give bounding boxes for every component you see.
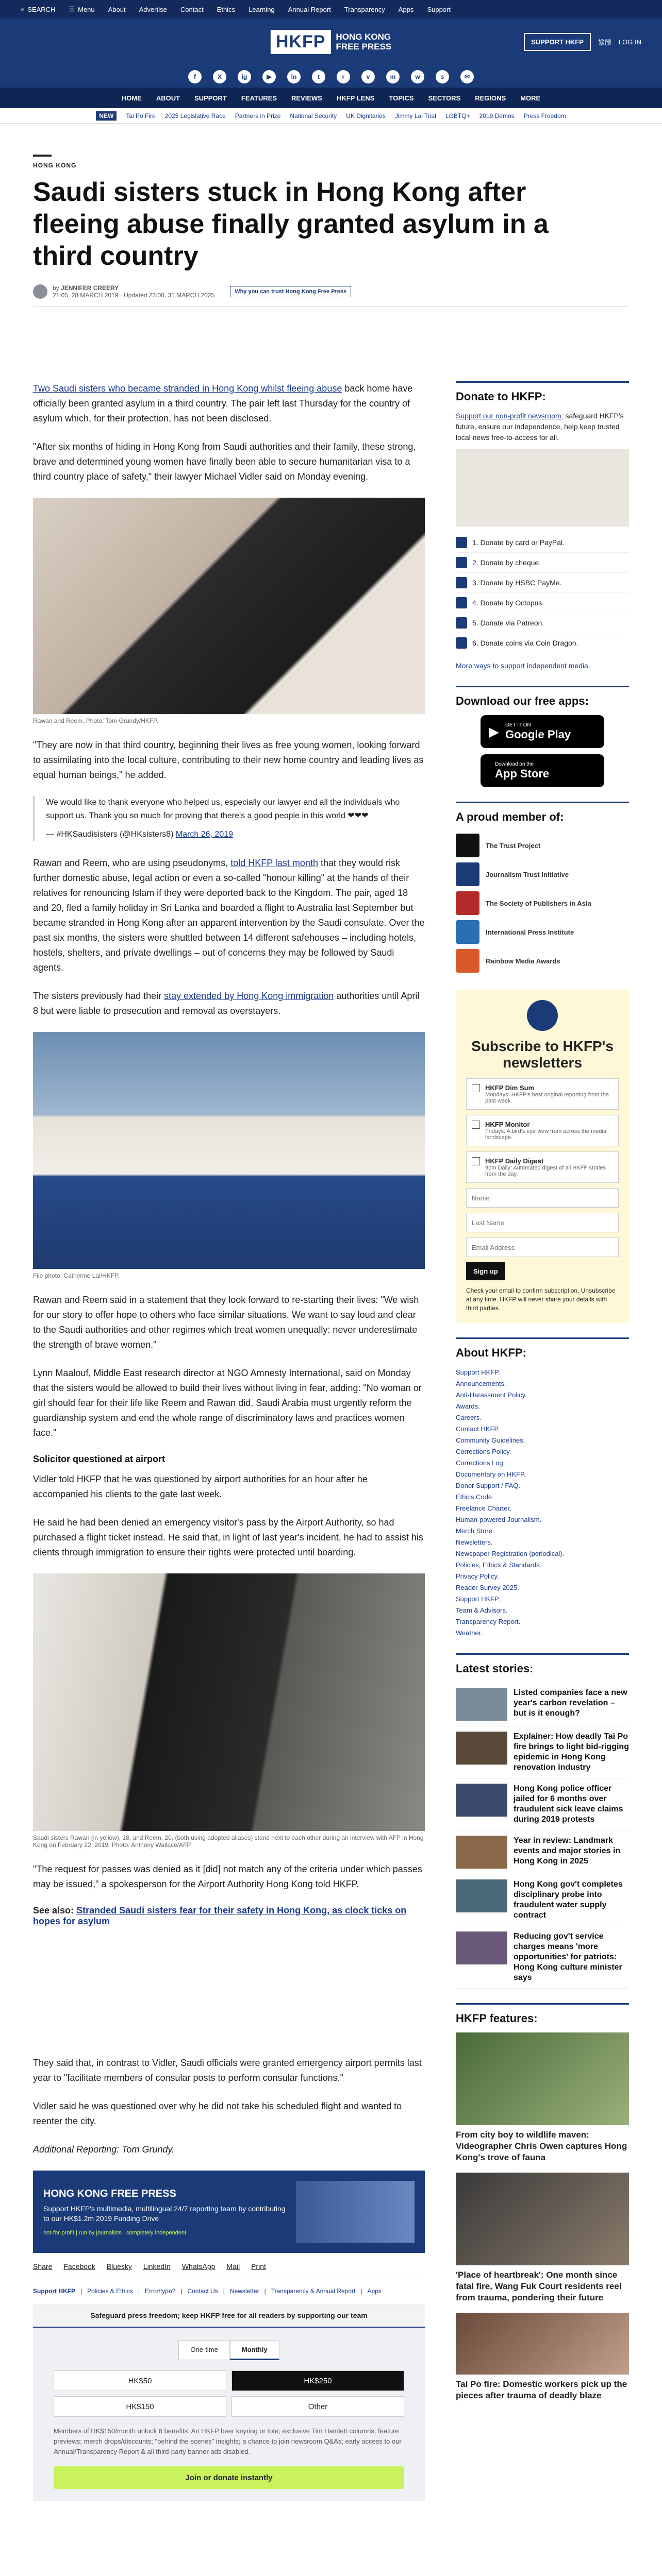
about-link[interactable]: Awards.	[456, 1402, 480, 1410]
topbar-link-support[interactable]: Support	[427, 5, 451, 13]
sopa-logo	[456, 891, 479, 915]
article-header	[33, 155, 629, 307]
payme-icon	[456, 577, 467, 588]
about-link[interactable]: Documentary on HKFP.	[456, 1470, 526, 1478]
story-item[interactable]: Hong Kong police officer jailed for 6 months over fraudulent sick leave claims during 2019 protests	[456, 1778, 629, 1831]
mastodon-icon[interactable]: m	[386, 70, 400, 83]
footer-link[interactable]: Support HKFP	[33, 2287, 75, 2295]
checkbox[interactable]	[472, 1157, 480, 1165]
signal-icon[interactable]: s	[436, 70, 449, 83]
story-thumbnail	[456, 1688, 507, 1721]
feature-item[interactable]: Tai Po fire: Domestic workers pick up the pieces after trauma of deadly blaze	[456, 2313, 629, 2401]
paragraph: Lynn Maalouf, Middle East research director at NGO Amnesty International, said on Monday that the sisters would be allowed to build their lives without living in fear, adding: "No woman or girl should fear for their life like Reem and Rawan did. Saudi Arabia must urgently reform the guardianship system and end the whole range of discriminatory laws and practices women face."	[33, 1368, 422, 1438]
about-link[interactable]: Team & Advisors.	[456, 1606, 508, 1614]
topbar-link-annual-report[interactable]: Annual Report	[288, 5, 331, 13]
publish-date: 21:05, 28 MARCH 2019	[53, 292, 119, 299]
story-thumbnail	[456, 1931, 507, 1964]
footer-link[interactable]: Policies & Ethics	[87, 2287, 133, 2295]
search-button[interactable]: ⌕ SEARCH	[21, 5, 56, 13]
inline-link[interactable]: Two Saudi sisters who became stranded in Hong Kong whilst fleeing abuse	[33, 383, 342, 394]
about-link[interactable]: Anti-Harassment Policy.	[456, 1391, 527, 1399]
donate-method[interactable]: 3. Donate by HSBC PayMe.	[456, 573, 629, 593]
about-link[interactable]: Human-powered Journalism.	[456, 1516, 542, 1523]
feature-item[interactable]: 'Place of heartbreak': One month since fatal fire, Wang Fuk Court residents reel from trauma, pondering their future	[456, 2173, 629, 2303]
freq-monthly[interactable]: Monthly	[230, 2340, 279, 2360]
linkedin-icon[interactable]: in	[287, 70, 301, 83]
trending-bar	[0, 108, 662, 124]
share-bluesky[interactable]: Bluesky	[106, 2262, 132, 2270]
patreon-icon	[456, 617, 467, 629]
latest-box	[456, 1653, 629, 1989]
amount-grid	[54, 2370, 404, 2417]
story-item[interactable]: Explainer: How deadly Tai Po fire brings to light bid-rigging epidemic in Hong Kong renovation industry	[456, 1726, 629, 1778]
amount-option[interactable]: Other	[231, 2396, 404, 2417]
trending-item[interactable]: 2025 Legislative Race	[164, 112, 226, 120]
about-link[interactable]: Weather.	[456, 1629, 483, 1637]
newsletter-title: Subscribe to HKFP's newsletters	[471, 1038, 614, 1071]
cheque-icon	[456, 557, 467, 568]
nav-regions[interactable]: REGIONS	[475, 94, 506, 102]
embedded-tweet	[33, 796, 425, 841]
donate-widget	[33, 2328, 425, 2501]
tweet-source: — #HKSaudisisters (@HKsisters8)	[46, 830, 174, 839]
donate-method[interactable]: 4. Donate by Octopus.	[456, 593, 629, 613]
features-box	[456, 2003, 629, 2401]
kicker-rule	[33, 155, 52, 157]
subheading: Solicitor questioned at airport	[33, 1454, 166, 1464]
about-link[interactable]: Reader Survey 2025.	[456, 1584, 519, 1591]
social-bar	[0, 65, 662, 88]
story-item[interactable]: Reducing gov't service charges means 'more opportunities' for patriots: Hong Kong culture minister says	[456, 1926, 629, 1989]
ad-slot	[33, 1942, 425, 2056]
coin-dragon-icon	[456, 637, 467, 649]
about-link[interactable]: Community Guidelines.	[456, 1436, 525, 1444]
story-thumbnail	[456, 1784, 507, 1817]
image-caption: File photo: Catherine Lai/HKFP.	[33, 1272, 120, 1279]
donate-method[interactable]: 2. Donate by cheque.	[456, 553, 629, 573]
funding-drive-banner[interactable]: HONG KONG FREE PRESS Support HKFP's multimedia, multilingual 24/7 reporting team by contributing to our HK$1.2m 2019 Funding Drive not-for-profit | run by journalists | completely independent	[33, 2171, 425, 2253]
signup-button[interactable]: Sign up	[466, 1262, 505, 1280]
newsletter-option[interactable]: HKFP Dim Sum Mondays: HKFP's best original reporting from the past week.	[466, 1078, 619, 1110]
trending-item[interactable]: LGBTQ+	[445, 112, 470, 120]
footer-link[interactable]: Apps	[367, 2287, 382, 2295]
image-caption: Rawan and Reem. Photo: Tom Grundy/HKFP.	[33, 717, 159, 724]
trending-item[interactable]: National Security	[290, 112, 337, 120]
article-headline: Saudi sisters stuck in Hong Kong after fleeing abuse finally granted asylum in a third country	[33, 177, 549, 271]
nav-topics[interactable]: TOPICS	[389, 94, 414, 102]
topbar-link-learning[interactable]: Learning	[249, 5, 275, 13]
byline: by JENNIFER CREERY 21:05, 28 MARCH 2019 · Updated 23:00, 31 MARCH 2025 Why you can trust Hong Kong Free Press	[33, 284, 629, 307]
trending-item[interactable]: Press Freedom	[523, 112, 566, 120]
latest-title: Latest stories:	[456, 1662, 534, 1675]
rainbow-logo	[456, 949, 479, 973]
image-caption: Saudi sisters Rawan (in yellow), 18, and Reem, 20, (both using adopted aliases) stand next to each other during an interview with AFP in Hong Kong on February 22, 2019. Photo: Anthony Wallace/AFP.	[33, 1834, 424, 1849]
nav-home[interactable]: HOME	[121, 94, 142, 102]
paragraph: Vidler said he was questioned over why he did not take his scheduled flight and wanted to reenter the city.	[33, 2101, 402, 2126]
donate-illustration	[456, 449, 629, 527]
instagram-icon[interactable]: ig	[238, 70, 251, 83]
about-link[interactable]: Policies, Ethics & Standards.	[456, 1561, 542, 1569]
story-item[interactable]: Listed companies face a new year's carbon revelation – but is it enough?	[456, 1683, 629, 1726]
donate-title: Donate to HKFP:	[456, 390, 546, 403]
join-button[interactable]: Join or donate instantly	[54, 2466, 404, 2489]
member-logo[interactable]: Rainbow Media Awards	[456, 946, 629, 975]
about-link[interactable]: Support HKFP.	[456, 1595, 500, 1603]
nav-sectors[interactable]: SECTORS	[428, 94, 461, 102]
share-mail[interactable]: Mail	[226, 2262, 240, 2270]
about-box	[456, 1337, 629, 1639]
paragraph: He said he had been denied an emergency visitor's pass by the Airport Authority, so had purchased a flight ticket instead. He said that, in light of last year's incident, he had to assist his clients through immigration to ensure their rights were protected until boarding.	[33, 1517, 423, 1557]
footer-links: Support HKFP | Policies & Ethics | Error/typo? | Contact Us | Newsletter | Transparency & Annual Report | Apps	[33, 2287, 382, 2295]
paragraph: Vidler told HKFP that he was questioned by airport authorities for an hour after he accompanied his clients to the gate last week.	[33, 1474, 368, 1499]
feature-image	[456, 2173, 629, 2265]
story-item[interactable]: Year in review: Landmark events and major stories in Hong Kong in 2025	[456, 1831, 629, 1874]
topbar-link-about[interactable]: About	[108, 5, 126, 13]
features-title: HKFP features:	[456, 2012, 538, 2025]
trending-item[interactable]: 2019 Demos	[479, 112, 515, 120]
about-link[interactable]: Newsletters.	[456, 1538, 493, 1546]
donate-method[interactable]: 5. Donate via Patreon.	[456, 613, 629, 633]
newsletter-option[interactable]: HKFP Monitor Fridays: A bird's eye view from across the media landscape.	[466, 1115, 619, 1146]
inline-link[interactable]: told HKFP last month	[230, 858, 318, 868]
feature-image	[456, 2032, 629, 2125]
jti-logo	[456, 862, 479, 886]
inline-link[interactable]: stay extended by Hong Kong immigration	[164, 991, 334, 1001]
footer-link[interactable]: Error/typo?	[144, 2287, 176, 2295]
x-icon[interactable]: X	[213, 70, 226, 83]
card-icon	[456, 537, 467, 548]
trending-item[interactable]: Partners in Prize	[235, 112, 281, 120]
updated-date: Updated 23:00, 31 MARCH 2025	[124, 292, 215, 299]
last-name-field[interactable]	[466, 1213, 619, 1232]
member-logo[interactable]: International Press Institute	[456, 918, 629, 946]
safeguard-heading: Safeguard press freedom; keep HKFP free for all readers by supporting our team	[33, 2304, 425, 2328]
member-title: A proud member of:	[456, 810, 564, 823]
member-logo[interactable]: The Trust Project	[456, 831, 629, 860]
about-link[interactable]: Donor Support / FAQ.	[456, 1482, 521, 1489]
about-link[interactable]: Corrections Policy.	[456, 1448, 511, 1455]
topbar-link-transparency[interactable]: Transparency	[344, 5, 385, 13]
share-linkedin[interactable]: LinkedIn	[143, 2262, 171, 2270]
about-title: About HKFP:	[456, 1346, 526, 1359]
paragraph: Rawan and Reem said in a statement that they look forward to re-starting their lives: "We wish for our story to offer hope to others who face similar situations. We want to say loud and clear to the Saudi authorities and other regimes which treat women unequally: never underestimate the strength of brave women."	[33, 1295, 419, 1350]
paragraph: "The request for passes was denied as it [did] not match any of the criteria under which passes may be issued," a spokesperson for the Airport Authority Hong Kong told HKFP.	[33, 1864, 422, 1889]
see-also: See also: Stranded Saudi sisters fear for their safety in Hong Kong, as clock ticks on hopes for asylum	[33, 1905, 407, 1926]
article-image	[33, 498, 425, 714]
support-hkfp-button[interactable]: SUPPORT HKFP	[524, 33, 591, 51]
app-store-button[interactable]: Download on the App Store	[481, 754, 604, 787]
trust-promo-link[interactable]: Why you can trust Hong Kong Free Press	[230, 286, 351, 297]
about-link[interactable]: Corrections Log.	[456, 1459, 505, 1467]
about-link[interactable]: Merch Store.	[456, 1527, 494, 1535]
about-link[interactable]: Privacy Policy.	[456, 1572, 499, 1580]
footer-link[interactable]: Contact Us	[187, 2287, 218, 2295]
about-link[interactable]: Announcements.	[456, 1380, 506, 1387]
language-switch[interactable]: 繁體	[598, 38, 611, 46]
story-item[interactable]: Hong Kong gov't completes disciplinary probe into fraudulent water supply contract	[456, 1874, 629, 1926]
nav-support[interactable]: SUPPORT	[194, 94, 227, 102]
vimeo-icon[interactable]: v	[361, 70, 375, 83]
site-logo[interactable]: HKFP HONG KONG FREE PRESS	[271, 30, 391, 54]
story-thumbnail	[456, 1836, 507, 1869]
about-link[interactable]: Freelance Charter.	[456, 1504, 511, 1512]
paragraph: They said that, in contrast to Vidler, Saudi officials were granted emergency airport permits last year to "facilitate members of consular posts to perform consular functions."	[33, 2058, 422, 2083]
donate-link[interactable]: Support our non-profit newsroom:	[456, 412, 564, 420]
story-thumbnail	[456, 1879, 507, 1912]
share-row	[33, 2262, 425, 2278]
footer-link[interactable]: Newsletter	[229, 2287, 259, 2295]
email-field[interactable]	[466, 1238, 619, 1257]
newsletter-note: Check your email to confirm subscription. Unsubscribe at any time. HKFP will never share your details with third parties.	[466, 1287, 616, 1312]
additional-reporting: Additional Reporting: Tom Grundy.	[33, 2144, 175, 2155]
footer-link[interactable]: Transparency & Annual Report	[271, 2287, 356, 2295]
about-link[interactable]: Careers.	[456, 1414, 482, 1421]
nav-about[interactable]: ABOUT	[156, 94, 180, 102]
article-image	[33, 1032, 425, 1269]
newsletter-option[interactable]: HKFP Daily Digest 9pm Daily: Automated digest of all HKFP stories from the day.	[466, 1151, 619, 1183]
more-ways-link[interactable]: More ways to support independent media.	[456, 662, 590, 670]
apps-box	[456, 686, 629, 787]
paragraph: Two Saudi sisters who became stranded in Hong Kong whilst fleeing abuse back home have officially been granted asylum in a third country. The pair left last Thursday for the country of asylum which, for their protection, has not been disclosed.	[33, 383, 413, 423]
amount-option[interactable]: HK$250	[231, 2370, 404, 2391]
members-note: Members of HK$150/month unlock 6 benefits: An HKFP beer keyring or tote; exclusive Tim Hamlett columns; feature previews; merch drops/discounts; "behind the scenes" insights; a chance to join newsroom Q&As; early access to our Annual/Transparency Report & all third-party banner ads disabled.	[54, 2427, 402, 2455]
reddit-icon[interactable]: r	[337, 70, 350, 83]
whatsapp-icon[interactable]: w	[411, 70, 424, 83]
frequency-toggle	[54, 2340, 404, 2360]
paragraph: The sisters previously had their stay extended by Hong Kong immigration authorities until April 8 but were liable to prosecution and removal as overstayers.	[33, 991, 420, 1016]
member-logo[interactable]: Journalism Trust Initiative	[456, 860, 629, 889]
trending-item[interactable]: Jimmy Lai Trial	[394, 112, 436, 120]
google-play-button[interactable]: ▶ GET IT ON Google Play	[481, 715, 604, 748]
name-field[interactable]	[466, 1188, 619, 1208]
paragraph: "After six months of hiding in Hong Kong from Saudi authorities and their family, these strong, brave and determined young women have finally been able to secure humanitarian visa to a third country place of safety," their lawyer Michael Vidler said on Monday evening.	[33, 442, 416, 482]
facebook-icon[interactable]: f	[188, 70, 202, 83]
search-icon: ⌕	[21, 5, 25, 13]
feature-item[interactable]: From city boy to wildlife maven: Videographer Chris Owen captures Hong Kong's trove of fauna	[456, 2032, 629, 2163]
main-nav	[0, 88, 662, 108]
share-whatsapp[interactable]: WhatsApp	[181, 2262, 216, 2270]
story-thumbnail	[456, 1732, 507, 1765]
top-utility-bar	[0, 0, 662, 19]
paragraph: "They are now in that third country, beginning their lives as free young women, looking forward to assimilating into the local culture, contributing to their new home country and leading lives as equal human beings," he added.	[33, 740, 424, 780]
ipi-logo	[456, 920, 479, 944]
topbar-link-advertise[interactable]: Advertise	[139, 5, 167, 13]
hamburger-icon: ☰	[69, 5, 75, 13]
play-store-icon: ▶	[489, 723, 499, 739]
see-also-link[interactable]: Stranded Saudi sisters fear for their safety in Hong Kong, as clock ticks on hopes for asylum	[33, 1905, 407, 1926]
about-link[interactable]: Transparency Report.	[456, 1618, 521, 1625]
trust-project-logo	[456, 834, 479, 857]
checkbox[interactable]	[472, 1084, 480, 1092]
nav-hkfp-lens[interactable]: HKFP LENS	[336, 94, 375, 102]
author-name[interactable]: JENNIFER CREERY	[61, 284, 119, 292]
donate-method[interactable]: 1. Donate by card or PayPal.	[456, 533, 629, 553]
new-badge: NEW	[96, 111, 117, 121]
checkbox[interactable]	[472, 1121, 480, 1129]
about-link[interactable]: Support HKFP.	[456, 1368, 500, 1376]
telegram-icon[interactable]: t	[312, 70, 325, 83]
about-link[interactable]: Newspaper Registration (periodical).	[456, 1550, 565, 1557]
about-link[interactable]: Contact HKFP.	[456, 1425, 500, 1433]
share-facebook[interactable]: Facebook	[63, 2262, 95, 2270]
about-list	[456, 1367, 629, 1639]
team-photo	[296, 2181, 415, 2243]
nav-features[interactable]: FEATURES	[241, 94, 277, 102]
trending-item[interactable]: Tai Po Fire	[126, 112, 156, 120]
feature-image	[456, 2313, 629, 2375]
nav-reviews[interactable]: REVIEWS	[291, 94, 322, 102]
tweet-text: We would like to thank everyone who helped us, especially our lawyer and all the individuals who support us. Thank you so much for proving that there's a good people in this world ❤❤❤	[46, 798, 400, 820]
octopus-icon	[456, 597, 467, 608]
article-image	[33, 1573, 425, 1831]
article-body	[33, 381, 425, 2501]
login-link[interactable]: LOG IN	[618, 38, 641, 46]
share-label[interactable]: Share	[33, 2262, 53, 2270]
section-kicker[interactable]: HONG KONG	[33, 162, 77, 169]
freq-one-time[interactable]: One-time	[178, 2340, 229, 2360]
about-link[interactable]: Ethics Code.	[456, 1493, 494, 1501]
trending-item[interactable]: UK Dignitaries	[346, 112, 386, 120]
mail-icon[interactable]: ✉	[460, 70, 474, 83]
youtube-icon[interactable]: ▶	[262, 70, 276, 83]
amount-option[interactable]: HK$50	[54, 2370, 226, 2391]
masthead	[0, 19, 662, 65]
topbar-link-ethics[interactable]: Ethics	[217, 5, 236, 13]
donate-method[interactable]: 6. Donate coins via Coin Dragon.	[456, 633, 629, 653]
apps-title: Download our free apps:	[456, 694, 589, 707]
hkfp-logo-icon	[527, 1000, 558, 1031]
nav-more[interactable]: MORE	[520, 94, 541, 102]
amount-option[interactable]: HK$150	[54, 2396, 226, 2417]
tweet-date-link[interactable]: March 26, 2019	[175, 830, 234, 839]
sidebar	[456, 381, 629, 2416]
share-print[interactable]: Print	[251, 2262, 266, 2270]
donate-box: Donate to HKFP: Support our non-profit newsroom: safeguard HKFP's future, ensure our independence, help keep trusted local news free-to-access for all. 1. Donate by card or PayPal. 2. Donate by cheque. 3. Donate by HSBC PayMe. 4. Donate by Octopus. 5. Donate via Patreon. 6. Donate coins via Coin Dragon. More ways to support independent media.	[456, 381, 629, 671]
member-box	[456, 802, 629, 975]
newsletter-box	[456, 990, 629, 1323]
menu-button[interactable]: ☰ Menu	[69, 5, 95, 13]
topbar-link-contact[interactable]: Contact	[180, 5, 204, 13]
paragraph: Rawan and Reem, who are using pseudonyms, told HKFP last month that they would risk further domestic abuse, legal action or even a so-called "honour killing" at the hands of their relatives for renouncing Islam if they were deported back to the Kingdom. The pair, aged 18 and 20, fled a family holiday in Sri Lanka and boarded a flight to Australia last September but became stranded in Hong Kong after an apparent intervention by the Saudi consulate. Over the past six months, the sisters were shuttled between 14 different safehouses – including hotels, hostels, shelters, and private dwellings – out of concerns they may be followed by Saudi agents.	[33, 858, 425, 973]
topbar-link-apps[interactable]: Apps	[398, 5, 414, 13]
member-logo[interactable]: The Society of Publishers in Asia	[456, 889, 629, 918]
author-avatar	[33, 284, 47, 299]
